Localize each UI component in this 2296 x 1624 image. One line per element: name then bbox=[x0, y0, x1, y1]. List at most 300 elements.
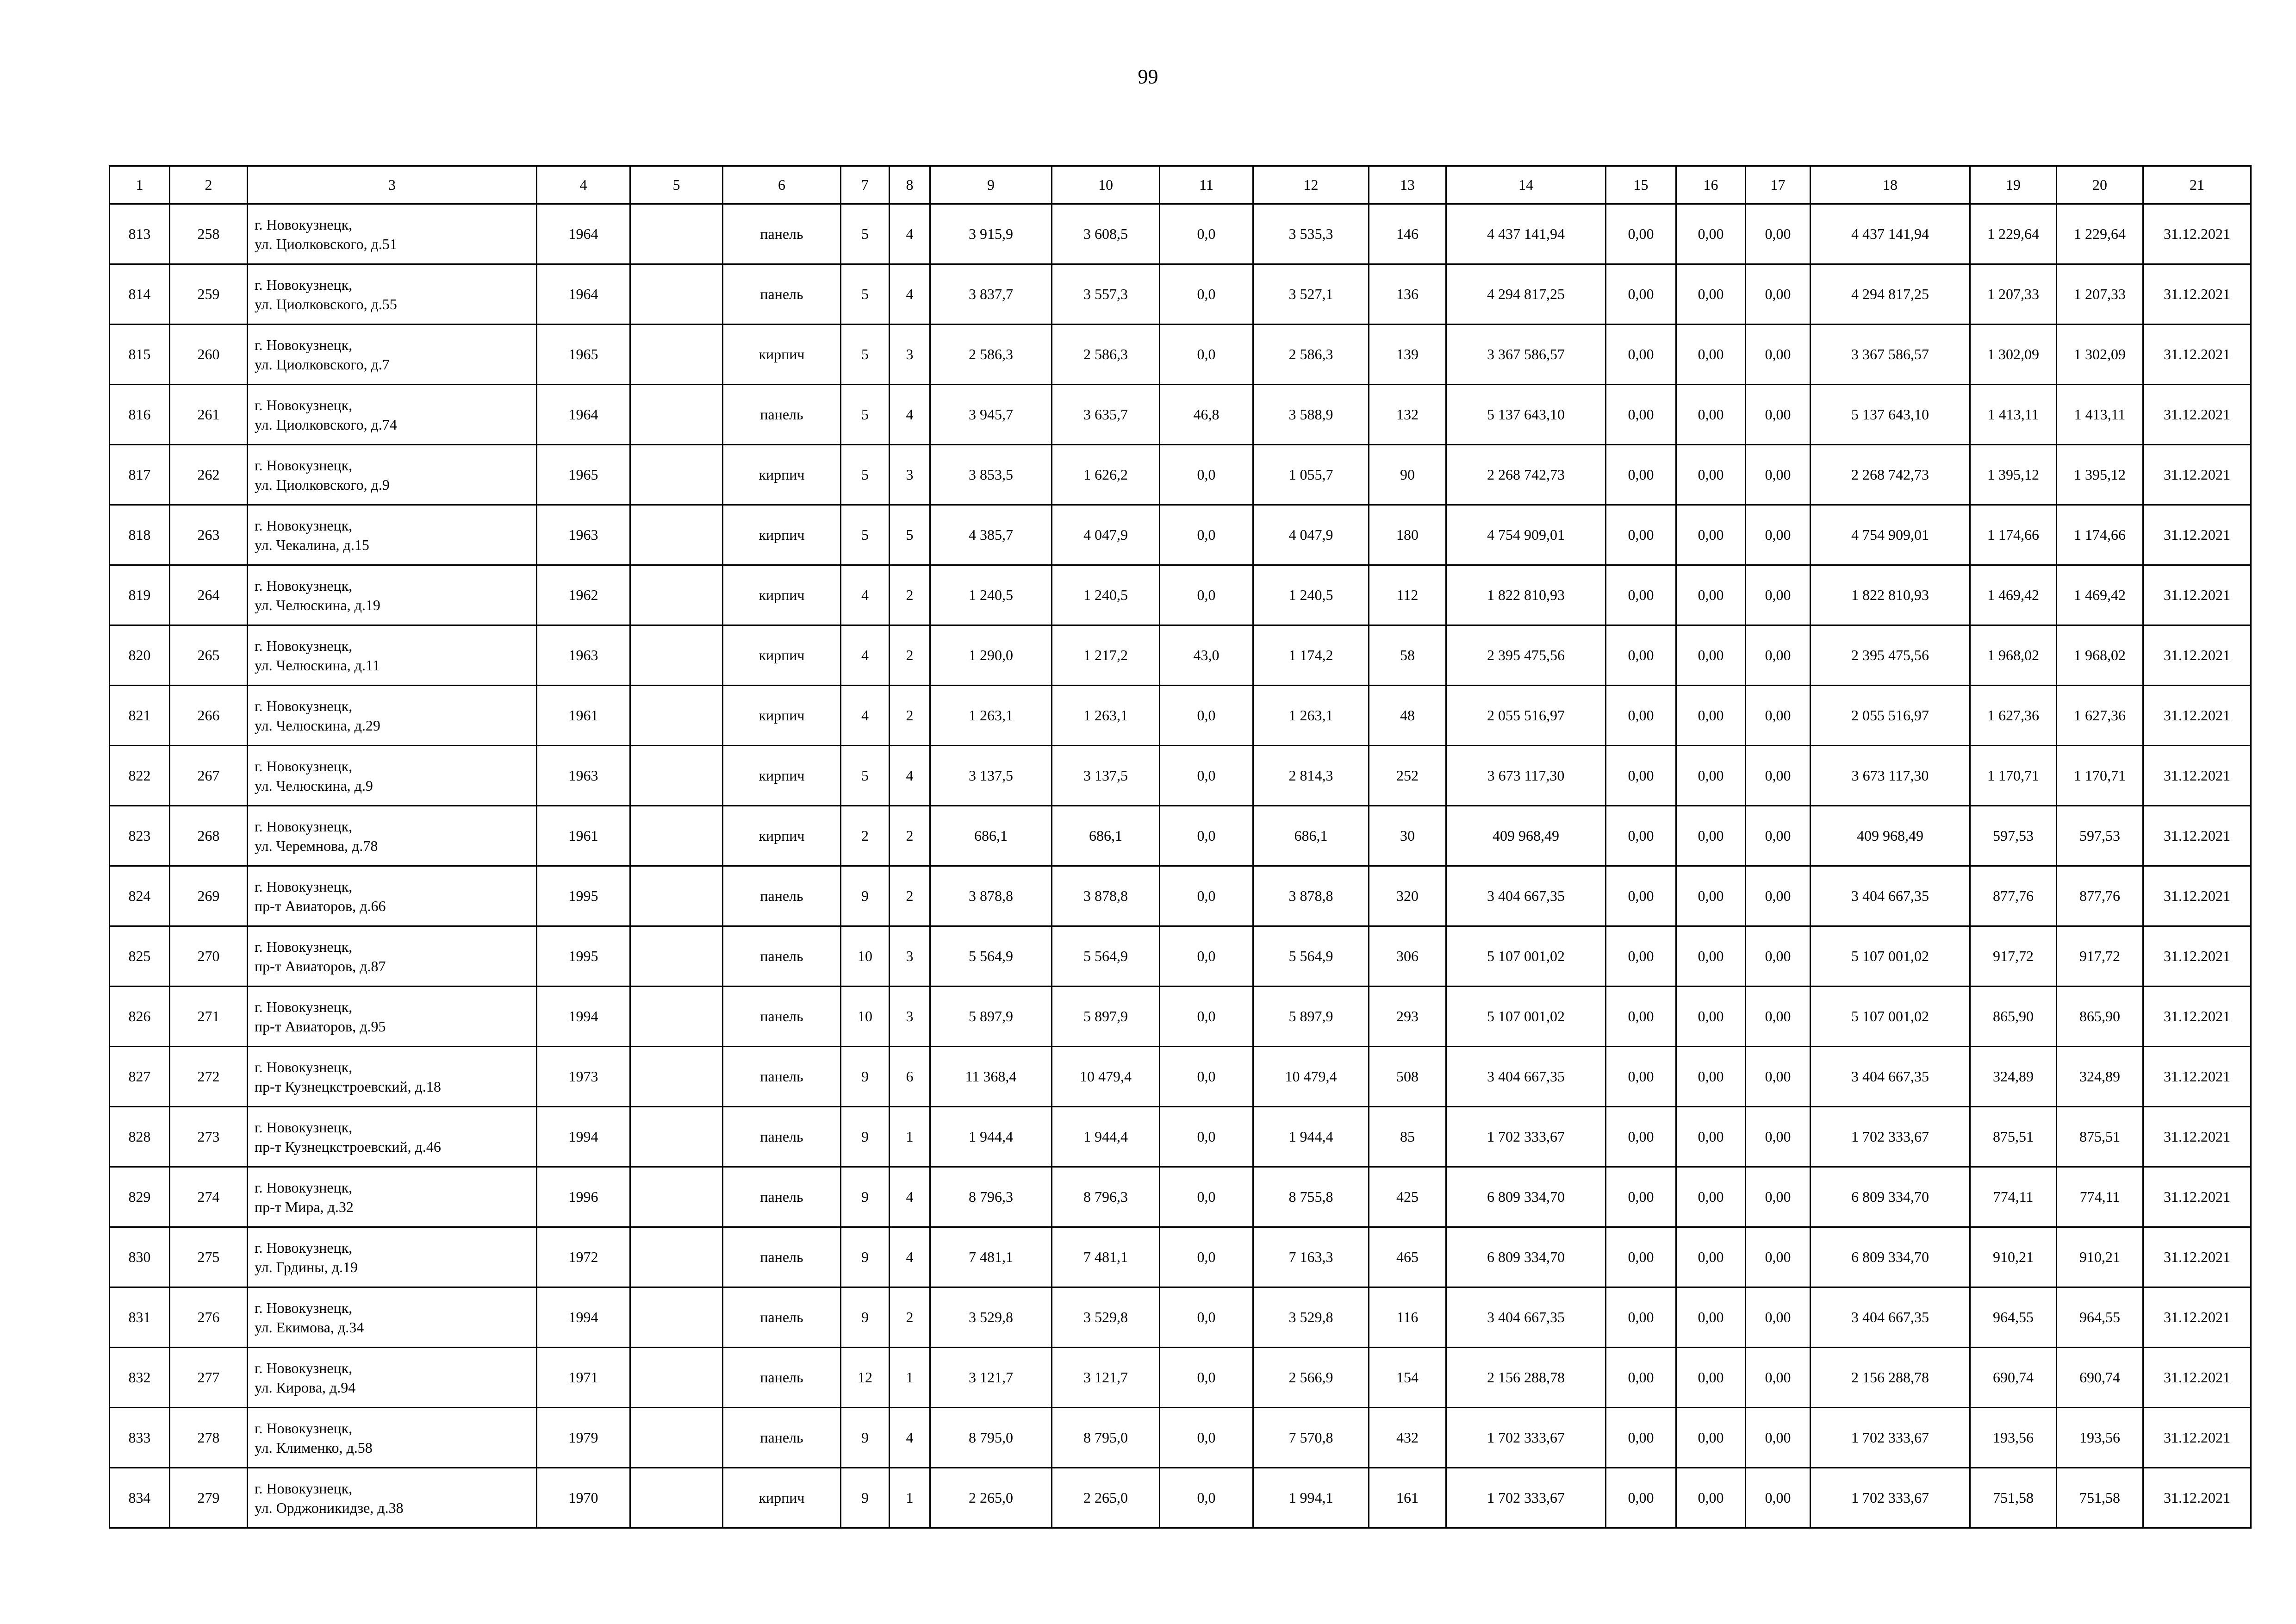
cell-col-9: 3 837,7 bbox=[930, 264, 1052, 325]
cell-col-5 bbox=[630, 987, 723, 1047]
cell-col-17: 0,00 bbox=[1746, 1408, 1811, 1468]
cell-col-15: 0,00 bbox=[1606, 385, 1676, 445]
table-row bbox=[110, 1047, 2251, 1107]
cell-col-13: 320 bbox=[1369, 866, 1446, 926]
cell-col-5 bbox=[630, 1107, 723, 1167]
table-row bbox=[110, 565, 2251, 625]
cell-col-2: 265 bbox=[170, 625, 248, 686]
cell-col-12: 1 263,1 bbox=[1253, 686, 1369, 746]
cell-col-5 bbox=[630, 1167, 723, 1227]
cell-col-6: панель bbox=[723, 1167, 841, 1227]
cell-col-8: 3 bbox=[890, 445, 930, 505]
cell-col-4: 1996 bbox=[537, 1167, 630, 1227]
cell-col-11: 0,0 bbox=[1160, 204, 1253, 264]
cell-col-19: 1 469,42 bbox=[1970, 565, 2057, 625]
table-row bbox=[110, 325, 2251, 385]
address-city: г. Новокузнецк, bbox=[255, 276, 353, 293]
cell-col-10: 5 564,9 bbox=[1052, 926, 1160, 987]
cell-col-2: 277 bbox=[170, 1348, 248, 1408]
cell-col-2: 269 bbox=[170, 866, 248, 926]
cell-col-19: 751,58 bbox=[1970, 1468, 2057, 1528]
cell-col-14: 5 107 001,02 bbox=[1446, 987, 1606, 1047]
cell-col-10: 10 479,4 bbox=[1052, 1047, 1160, 1107]
cell-col-17: 0,00 bbox=[1746, 746, 1811, 806]
cell-col-11: 0,0 bbox=[1160, 746, 1253, 806]
cell-col-10: 8 795,0 bbox=[1052, 1408, 1160, 1468]
cell-col-14: 1 702 333,67 bbox=[1446, 1468, 1606, 1528]
cell-col-10: 3 608,5 bbox=[1052, 204, 1160, 264]
cell-col-15: 0,00 bbox=[1606, 1468, 1676, 1528]
address-cell bbox=[248, 987, 537, 1047]
column-header-10: 10 bbox=[1052, 166, 1160, 204]
column-header-16: 16 bbox=[1676, 166, 1746, 204]
cell-col-12: 1 240,5 bbox=[1253, 565, 1369, 625]
address-cell bbox=[248, 1348, 537, 1408]
cell-col-21: 31.12.2021 bbox=[2143, 1107, 2251, 1167]
cell-col-11: 0,0 bbox=[1160, 325, 1253, 385]
cell-col-10: 3 137,5 bbox=[1052, 746, 1160, 806]
cell-col-8: 4 bbox=[890, 746, 930, 806]
cell-col-12: 2 586,3 bbox=[1253, 325, 1369, 385]
cell-col-20: 1 207,33 bbox=[2057, 264, 2143, 325]
cell-col-20: 917,72 bbox=[2057, 926, 2143, 987]
cell-col-12: 5 897,9 bbox=[1253, 987, 1369, 1047]
cell-col-16: 0,00 bbox=[1676, 926, 1746, 987]
cell-col-7: 12 bbox=[841, 1348, 890, 1408]
cell-col-1: 818 bbox=[110, 505, 170, 565]
cell-col-6: панель bbox=[723, 385, 841, 445]
cell-col-11: 0,0 bbox=[1160, 926, 1253, 987]
cell-col-1: 820 bbox=[110, 625, 170, 686]
cell-col-19: 1 395,12 bbox=[1970, 445, 2057, 505]
cell-col-8: 2 bbox=[890, 565, 930, 625]
cell-col-8: 2 bbox=[890, 866, 930, 926]
cell-col-10: 3 557,3 bbox=[1052, 264, 1160, 325]
cell-col-11: 0,0 bbox=[1160, 1227, 1253, 1287]
cell-col-13: 132 bbox=[1369, 385, 1446, 445]
cell-col-15: 0,00 bbox=[1606, 1167, 1676, 1227]
cell-col-8: 4 bbox=[890, 1408, 930, 1468]
cell-col-15: 0,00 bbox=[1606, 866, 1676, 926]
cell-col-1: 815 bbox=[110, 325, 170, 385]
cell-col-17: 0,00 bbox=[1746, 325, 1811, 385]
table-row bbox=[110, 204, 2251, 264]
cell-col-19: 877,76 bbox=[1970, 866, 2057, 926]
cell-col-6: панель bbox=[723, 987, 841, 1047]
cell-col-16: 0,00 bbox=[1676, 1107, 1746, 1167]
cell-col-17: 0,00 bbox=[1746, 264, 1811, 325]
column-header-20: 20 bbox=[2057, 166, 2143, 204]
cell-col-10: 2 586,3 bbox=[1052, 325, 1160, 385]
cell-col-4: 1963 bbox=[537, 625, 630, 686]
cell-col-4: 1979 bbox=[537, 1408, 630, 1468]
cell-col-2: 263 bbox=[170, 505, 248, 565]
cell-col-13: 112 bbox=[1369, 565, 1446, 625]
cell-col-5 bbox=[630, 204, 723, 264]
cell-col-6: кирпич bbox=[723, 806, 841, 866]
cell-col-8: 4 bbox=[890, 1227, 930, 1287]
address-city: г. Новокузнецк, bbox=[255, 456, 353, 474]
cell-col-16: 0,00 bbox=[1676, 746, 1746, 806]
cell-col-14: 3 404 667,35 bbox=[1446, 866, 1606, 926]
cell-col-14: 3 367 586,57 bbox=[1446, 325, 1606, 385]
cell-col-5 bbox=[630, 1227, 723, 1287]
cell-col-1: 830 bbox=[110, 1227, 170, 1287]
cell-col-19: 917,72 bbox=[1970, 926, 2057, 987]
cell-col-2: 266 bbox=[170, 686, 248, 746]
cell-col-6: панель bbox=[723, 1047, 841, 1107]
address-city: г. Новокузнецк, bbox=[255, 1179, 353, 1196]
cell-col-14: 4 754 909,01 bbox=[1446, 505, 1606, 565]
cell-col-4: 1994 bbox=[537, 1107, 630, 1167]
address-city: г. Новокузнецк, bbox=[255, 336, 353, 353]
address-street: ул. Клименко, д.58 bbox=[255, 1439, 373, 1456]
cell-col-7: 9 bbox=[841, 1107, 890, 1167]
cell-col-20: 324,89 bbox=[2057, 1047, 2143, 1107]
cell-col-21: 31.12.2021 bbox=[2143, 1287, 2251, 1348]
cell-col-21: 31.12.2021 bbox=[2143, 565, 2251, 625]
cell-col-9: 7 481,1 bbox=[930, 1227, 1052, 1287]
cell-col-2: 264 bbox=[170, 565, 248, 625]
cell-col-2: 268 bbox=[170, 806, 248, 866]
cell-col-11: 0,0 bbox=[1160, 505, 1253, 565]
cell-col-18: 4 294 817,25 bbox=[1811, 264, 1970, 325]
cell-col-14: 5 107 001,02 bbox=[1446, 926, 1606, 987]
cell-col-4: 1995 bbox=[537, 866, 630, 926]
cell-col-16: 0,00 bbox=[1676, 505, 1746, 565]
cell-col-11: 0,0 bbox=[1160, 264, 1253, 325]
cell-col-1: 825 bbox=[110, 926, 170, 987]
cell-col-13: 146 bbox=[1369, 204, 1446, 264]
cell-col-13: 161 bbox=[1369, 1468, 1446, 1528]
cell-col-20: 1 395,12 bbox=[2057, 445, 2143, 505]
cell-col-5 bbox=[630, 385, 723, 445]
address-city: г. Новокузнецк, bbox=[255, 938, 353, 955]
cell-col-19: 774,11 bbox=[1970, 1167, 2057, 1227]
table-row bbox=[110, 625, 2251, 686]
cell-col-17: 0,00 bbox=[1746, 1167, 1811, 1227]
cell-col-5 bbox=[630, 505, 723, 565]
cell-col-14: 4 294 817,25 bbox=[1446, 264, 1606, 325]
cell-col-21: 31.12.2021 bbox=[2143, 1468, 2251, 1528]
table-body bbox=[110, 204, 2251, 1528]
cell-col-14: 3 404 667,35 bbox=[1446, 1287, 1606, 1348]
cell-col-18: 2 055 516,97 bbox=[1811, 686, 1970, 746]
cell-col-13: 139 bbox=[1369, 325, 1446, 385]
page-number: 99 bbox=[1138, 65, 1158, 88]
cell-col-15: 0,00 bbox=[1606, 746, 1676, 806]
cell-col-8: 2 bbox=[890, 1287, 930, 1348]
table-row bbox=[110, 1468, 2251, 1528]
table-row bbox=[110, 385, 2251, 445]
address-street: ул. Циолковского, д.9 bbox=[255, 476, 390, 493]
cell-col-19: 1 229,64 bbox=[1970, 204, 2057, 264]
cell-col-16: 0,00 bbox=[1676, 565, 1746, 625]
cell-col-16: 0,00 bbox=[1676, 806, 1746, 866]
cell-col-10: 1 240,5 bbox=[1052, 565, 1160, 625]
cell-col-11: 0,0 bbox=[1160, 866, 1253, 926]
cell-col-2: 274 bbox=[170, 1167, 248, 1227]
cell-col-4: 1970 bbox=[537, 1468, 630, 1528]
cell-col-2: 273 bbox=[170, 1107, 248, 1167]
address-city: г. Новокузнецк, bbox=[255, 216, 353, 233]
cell-col-9: 2 586,3 bbox=[930, 325, 1052, 385]
cell-col-21: 31.12.2021 bbox=[2143, 686, 2251, 746]
cell-col-12: 3 535,3 bbox=[1253, 204, 1369, 264]
cell-col-21: 31.12.2021 bbox=[2143, 204, 2251, 264]
cell-col-17: 0,00 bbox=[1746, 1287, 1811, 1348]
cell-col-12: 1 174,2 bbox=[1253, 625, 1369, 686]
cell-col-20: 910,21 bbox=[2057, 1227, 2143, 1287]
cell-col-4: 1964 bbox=[537, 204, 630, 264]
cell-col-13: 116 bbox=[1369, 1287, 1446, 1348]
address-city: г. Новокузнецк, bbox=[255, 818, 353, 835]
cell-col-6: панель bbox=[723, 1107, 841, 1167]
cell-col-6: кирпич bbox=[723, 746, 841, 806]
column-header-13: 13 bbox=[1369, 166, 1446, 204]
cell-col-16: 0,00 bbox=[1676, 325, 1746, 385]
cell-col-17: 0,00 bbox=[1746, 806, 1811, 866]
address-cell bbox=[248, 565, 537, 625]
cell-col-19: 1 968,02 bbox=[1970, 625, 2057, 686]
cell-col-19: 1 174,66 bbox=[1970, 505, 2057, 565]
column-header-5: 5 bbox=[630, 166, 723, 204]
table-row bbox=[110, 866, 2251, 926]
cell-col-21: 31.12.2021 bbox=[2143, 1408, 2251, 1468]
address-street: ул. Челюскина, д.29 bbox=[255, 717, 380, 734]
cell-col-8: 4 bbox=[890, 1167, 930, 1227]
table-row bbox=[110, 746, 2251, 806]
cell-col-7: 10 bbox=[841, 987, 890, 1047]
cell-col-12: 3 529,8 bbox=[1253, 1287, 1369, 1348]
cell-col-20: 1 229,64 bbox=[2057, 204, 2143, 264]
cell-col-12: 1 055,7 bbox=[1253, 445, 1369, 505]
address-cell bbox=[248, 686, 537, 746]
cell-col-9: 3 121,7 bbox=[930, 1348, 1052, 1408]
cell-col-14: 2 055 516,97 bbox=[1446, 686, 1606, 746]
cell-col-20: 875,51 bbox=[2057, 1107, 2143, 1167]
cell-col-14: 2 395 475,56 bbox=[1446, 625, 1606, 686]
address-city: г. Новокузнецк, bbox=[255, 1058, 353, 1075]
cell-col-13: 508 bbox=[1369, 1047, 1446, 1107]
address-cell bbox=[248, 204, 537, 264]
cell-col-8: 4 bbox=[890, 204, 930, 264]
cell-col-12: 2 814,3 bbox=[1253, 746, 1369, 806]
cell-col-2: 260 bbox=[170, 325, 248, 385]
column-header-18: 18 bbox=[1811, 166, 1970, 204]
table-row bbox=[110, 806, 2251, 866]
address-cell bbox=[248, 1468, 537, 1528]
cell-col-8: 2 bbox=[890, 625, 930, 686]
cell-col-1: 827 bbox=[110, 1047, 170, 1107]
cell-col-4: 1994 bbox=[537, 987, 630, 1047]
cell-col-21: 31.12.2021 bbox=[2143, 987, 2251, 1047]
cell-col-20: 1 469,42 bbox=[2057, 565, 2143, 625]
cell-col-17: 0,00 bbox=[1746, 1047, 1811, 1107]
cell-col-1: 824 bbox=[110, 866, 170, 926]
cell-col-20: 865,90 bbox=[2057, 987, 2143, 1047]
cell-col-19: 1 627,36 bbox=[1970, 686, 2057, 746]
cell-col-10: 1 217,2 bbox=[1052, 625, 1160, 686]
cell-col-9: 3 878,8 bbox=[930, 866, 1052, 926]
cell-col-7: 4 bbox=[841, 686, 890, 746]
address-cell bbox=[248, 806, 537, 866]
cell-col-17: 0,00 bbox=[1746, 1227, 1811, 1287]
table-row bbox=[110, 445, 2251, 505]
cell-col-16: 0,00 bbox=[1676, 264, 1746, 325]
cell-col-13: 180 bbox=[1369, 505, 1446, 565]
table-row bbox=[110, 926, 2251, 987]
cell-col-8: 1 bbox=[890, 1468, 930, 1528]
cell-col-8: 4 bbox=[890, 385, 930, 445]
cell-col-6: панель bbox=[723, 1227, 841, 1287]
address-cell bbox=[248, 1107, 537, 1167]
cell-col-10: 3 635,7 bbox=[1052, 385, 1160, 445]
cell-col-9: 1 944,4 bbox=[930, 1107, 1052, 1167]
cell-col-18: 3 404 667,35 bbox=[1811, 866, 1970, 926]
cell-col-20: 1 968,02 bbox=[2057, 625, 2143, 686]
cell-col-10: 686,1 bbox=[1052, 806, 1160, 866]
address-street: пр-т Мира, д.32 bbox=[255, 1198, 354, 1215]
cell-col-20: 774,11 bbox=[2057, 1167, 2143, 1227]
address-city: г. Новокузнецк, bbox=[255, 637, 353, 654]
cell-col-12: 686,1 bbox=[1253, 806, 1369, 866]
cell-col-10: 3 529,8 bbox=[1052, 1287, 1160, 1348]
cell-col-18: 409 968,49 bbox=[1811, 806, 1970, 866]
cell-col-1: 819 bbox=[110, 565, 170, 625]
cell-col-17: 0,00 bbox=[1746, 1107, 1811, 1167]
cell-col-21: 31.12.2021 bbox=[2143, 264, 2251, 325]
cell-col-7: 2 bbox=[841, 806, 890, 866]
table-row bbox=[110, 1408, 2251, 1468]
cell-col-19: 964,55 bbox=[1970, 1287, 2057, 1348]
cell-col-14: 1 822 810,93 bbox=[1446, 565, 1606, 625]
address-city: г. Новокузнецк, bbox=[255, 1419, 353, 1437]
cell-col-15: 0,00 bbox=[1606, 204, 1676, 264]
column-number-row bbox=[110, 166, 2251, 204]
cell-col-11: 0,0 bbox=[1160, 1287, 1253, 1348]
cell-col-12: 3 588,9 bbox=[1253, 385, 1369, 445]
cell-col-4: 1995 bbox=[537, 926, 630, 987]
cell-col-14: 5 137 643,10 bbox=[1446, 385, 1606, 445]
cell-col-8: 3 bbox=[890, 987, 930, 1047]
cell-col-10: 8 796,3 bbox=[1052, 1167, 1160, 1227]
column-header-17: 17 bbox=[1746, 166, 1811, 204]
cell-col-17: 0,00 bbox=[1746, 204, 1811, 264]
cell-col-19: 597,53 bbox=[1970, 806, 2057, 866]
cell-col-14: 6 809 334,70 bbox=[1446, 1227, 1606, 1287]
cell-col-1: 813 bbox=[110, 204, 170, 264]
cell-col-9: 3 137,5 bbox=[930, 746, 1052, 806]
address-street: ул. Челюскина, д.9 bbox=[255, 777, 373, 794]
cell-col-2: 259 bbox=[170, 264, 248, 325]
address-cell bbox=[248, 1227, 537, 1287]
column-header-3: 3 bbox=[248, 166, 537, 204]
cell-col-14: 1 702 333,67 bbox=[1446, 1107, 1606, 1167]
cell-col-20: 690,74 bbox=[2057, 1348, 2143, 1408]
cell-col-8: 5 bbox=[890, 505, 930, 565]
cell-col-7: 5 bbox=[841, 204, 890, 264]
address-street: ул. Орджоникидзе, д.38 bbox=[255, 1499, 404, 1516]
cell-col-17: 0,00 bbox=[1746, 625, 1811, 686]
table-row bbox=[110, 987, 2251, 1047]
cell-col-21: 31.12.2021 bbox=[2143, 746, 2251, 806]
cell-col-20: 193,56 bbox=[2057, 1408, 2143, 1468]
cell-col-5 bbox=[630, 866, 723, 926]
cell-col-13: 306 bbox=[1369, 926, 1446, 987]
column-header-2: 2 bbox=[170, 166, 248, 204]
cell-col-6: панель bbox=[723, 204, 841, 264]
address-street: ул. Циолковского, д.55 bbox=[255, 295, 397, 312]
address-city: г. Новокузнецк, bbox=[255, 1359, 353, 1376]
cell-col-18: 1 702 333,67 bbox=[1811, 1408, 1970, 1468]
cell-col-13: 154 bbox=[1369, 1348, 1446, 1408]
cell-col-12: 7 163,3 bbox=[1253, 1227, 1369, 1287]
cell-col-2: 262 bbox=[170, 445, 248, 505]
cell-col-21: 31.12.2021 bbox=[2143, 1047, 2251, 1107]
cell-col-9: 1 263,1 bbox=[930, 686, 1052, 746]
cell-col-9: 3 945,7 bbox=[930, 385, 1052, 445]
cell-col-6: кирпич bbox=[723, 625, 841, 686]
cell-col-19: 1 413,11 bbox=[1970, 385, 2057, 445]
cell-col-1: 826 bbox=[110, 987, 170, 1047]
cell-col-13: 252 bbox=[1369, 746, 1446, 806]
cell-col-13: 48 bbox=[1369, 686, 1446, 746]
cell-col-21: 31.12.2021 bbox=[2143, 1167, 2251, 1227]
cell-col-13: 293 bbox=[1369, 987, 1446, 1047]
cell-col-21: 31.12.2021 bbox=[2143, 1227, 2251, 1287]
cell-col-19: 1 302,09 bbox=[1970, 325, 2057, 385]
cell-col-16: 0,00 bbox=[1676, 1287, 1746, 1348]
cell-col-17: 0,00 bbox=[1746, 1348, 1811, 1408]
cell-col-20: 877,76 bbox=[2057, 866, 2143, 926]
cell-col-19: 324,89 bbox=[1970, 1047, 2057, 1107]
cell-col-7: 9 bbox=[841, 1468, 890, 1528]
column-header-21: 21 bbox=[2143, 166, 2251, 204]
cell-col-18: 1 702 333,67 bbox=[1811, 1107, 1970, 1167]
address-cell bbox=[248, 445, 537, 505]
cell-col-10: 3 878,8 bbox=[1052, 866, 1160, 926]
cell-col-8: 6 bbox=[890, 1047, 930, 1107]
cell-col-12: 7 570,8 bbox=[1253, 1408, 1369, 1468]
cell-col-21: 31.12.2021 bbox=[2143, 325, 2251, 385]
cell-col-15: 0,00 bbox=[1606, 926, 1676, 987]
cell-col-1: 821 bbox=[110, 686, 170, 746]
cell-col-6: панель bbox=[723, 1287, 841, 1348]
cell-col-16: 0,00 bbox=[1676, 1348, 1746, 1408]
cell-col-14: 3 673 117,30 bbox=[1446, 746, 1606, 806]
cell-col-8: 4 bbox=[890, 264, 930, 325]
cell-col-7: 9 bbox=[841, 1047, 890, 1107]
cell-col-15: 0,00 bbox=[1606, 686, 1676, 746]
cell-col-4: 1963 bbox=[537, 505, 630, 565]
cell-col-5 bbox=[630, 625, 723, 686]
cell-col-14: 6 809 334,70 bbox=[1446, 1167, 1606, 1227]
cell-col-1: 817 bbox=[110, 445, 170, 505]
cell-col-11: 0,0 bbox=[1160, 565, 1253, 625]
cell-col-11: 0,0 bbox=[1160, 1468, 1253, 1528]
cell-col-12: 10 479,4 bbox=[1253, 1047, 1369, 1107]
cell-col-7: 5 bbox=[841, 385, 890, 445]
cell-col-10: 3 121,7 bbox=[1052, 1348, 1160, 1408]
cell-col-9: 4 385,7 bbox=[930, 505, 1052, 565]
address-street: ул. Грдины, д.19 bbox=[255, 1258, 358, 1275]
cell-col-8: 2 bbox=[890, 806, 930, 866]
cell-col-13: 432 bbox=[1369, 1408, 1446, 1468]
cell-col-15: 0,00 bbox=[1606, 565, 1676, 625]
cell-col-11: 46,8 bbox=[1160, 385, 1253, 445]
address-city: г. Новокузнецк, bbox=[255, 1118, 353, 1136]
